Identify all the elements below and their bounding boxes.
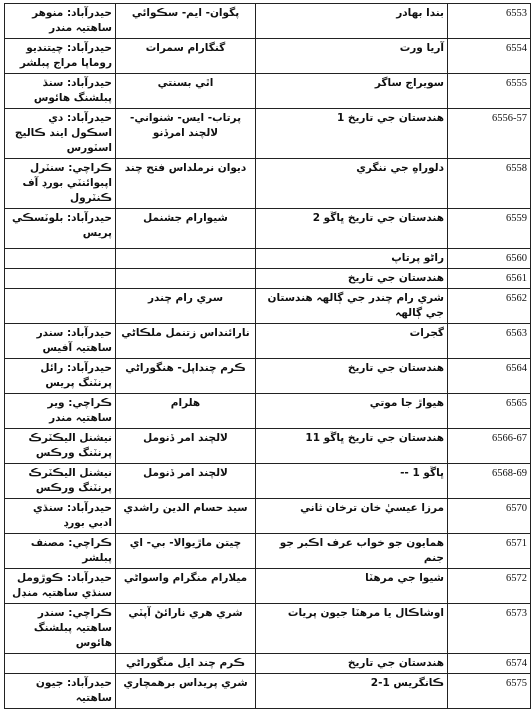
title-cell: هندستان جي تاريخ ڀاڱو 11 xyxy=(256,429,448,464)
publisher-cell: حيدرآباد: چيتنديو روماپا مراج پبلشر xyxy=(5,39,116,74)
table-row xyxy=(5,654,531,674)
entry-number-cell: 6572 xyxy=(448,569,531,604)
entry-number-cell: 6563 xyxy=(448,324,531,359)
publisher-cell: حيدرآباد: سنڌي ادبي بورڊ xyxy=(5,499,116,534)
entry-number-cell: 6553 xyxy=(448,4,531,39)
entry-number-cell: 6556-57 xyxy=(448,109,531,159)
author-cell: ڪرم چند ايل منگوراڻي xyxy=(116,654,256,674)
publisher-cell: ڪراچي: سنٽرل اپبوائنٽي بورڊ آف ڪنٽرول xyxy=(5,159,116,209)
publisher-cell xyxy=(5,249,116,269)
entry-number-cell: 6558 xyxy=(448,159,531,209)
entry-number-cell: 6570 xyxy=(448,499,531,534)
table-row xyxy=(5,249,531,269)
publisher-cell xyxy=(5,269,116,289)
title-cell: شري رام چندر جي ڳالهہ هندستان جي ڳالهہ xyxy=(256,289,448,324)
author-cell: ڪرم چنداپل- هنگوراڻي xyxy=(116,359,256,394)
publisher-cell: حيدرآباد: دي اسڪول ايند ڪاليج اسٽورس xyxy=(5,109,116,159)
table-row xyxy=(5,464,531,499)
publisher-cell: نيشنل اليڪٽرڪ پرنٽنگ ورڪس xyxy=(5,464,116,499)
table-row xyxy=(5,159,531,209)
publisher-cell: ڪراچي: مصنف پبلشر xyxy=(5,534,116,569)
publisher-cell: حيدرآباد: منوهر ساهتيہ مندر xyxy=(5,4,116,39)
table-row xyxy=(5,289,531,324)
entry-number-cell: 6566-67 xyxy=(448,429,531,464)
publisher-cell xyxy=(5,654,116,674)
table-row xyxy=(5,674,531,709)
author-cell: پرتاب- ايس- شنواني- لالچند امرڏنو xyxy=(116,109,256,159)
author-cell: نارائنداس زتنمل ملڪاڻي xyxy=(116,324,256,359)
publisher-cell: نيشنل اليڪٽرڪ پرنٽنگ ورڪس xyxy=(5,429,116,464)
title-cell: ڪانگريس 1-2 xyxy=(256,674,448,709)
table-row xyxy=(5,429,531,464)
title-cell: شيوا جي مرهٽا xyxy=(256,569,448,604)
author-cell xyxy=(116,269,256,289)
entry-number-cell: 6560 xyxy=(448,249,531,269)
title-cell: گجرات xyxy=(256,324,448,359)
author-cell: گنگارام سمرات xyxy=(116,39,256,74)
title-cell: سويراج ساگر xyxy=(256,74,448,109)
entry-number-cell: 6564 xyxy=(448,359,531,394)
author-cell: ميلارام منگرام واسواڻي xyxy=(116,569,256,604)
title-cell: راڻو پرتاپ xyxy=(256,249,448,269)
entry-number-cell: 6568-69 xyxy=(448,464,531,499)
author-cell: شري پريداس برهمچاري xyxy=(116,674,256,709)
title-cell: اوشاڪال يا مرهٽا جيون پريات xyxy=(256,604,448,654)
title-cell: هندستان جي تاريخ ڀاڱو 2 xyxy=(256,209,448,249)
table-row xyxy=(5,39,531,74)
table-row xyxy=(5,4,531,39)
table-row xyxy=(5,499,531,534)
publisher-cell: حيدرآباد: سندر ساهتيہ آفيس xyxy=(5,324,116,359)
publisher-cell: حيدرآباد: جيون ساهتيہ xyxy=(5,674,116,709)
table-row xyxy=(5,74,531,109)
publisher-cell: ڪراچي: وير ساهتيہ مندر xyxy=(5,394,116,429)
author-cell: هلرام xyxy=(116,394,256,429)
entry-number-cell: 6565 xyxy=(448,394,531,429)
catalog-body xyxy=(5,4,531,709)
entry-number-cell: 6571 xyxy=(448,534,531,569)
entry-number-cell: 6554 xyxy=(448,39,531,74)
publisher-cell: حيدرآباد: بلوٽسڪي پريس xyxy=(5,209,116,249)
author-cell xyxy=(116,249,256,269)
author-cell: اٿي بسنتي xyxy=(116,74,256,109)
author-cell: چيتن ماڙيوالا- بي- اي xyxy=(116,534,256,569)
publisher-cell: ڪراچي: سندر ساهتيہ پبلشنگ هائوس xyxy=(5,604,116,654)
catalog-table xyxy=(4,3,531,709)
table-row xyxy=(5,569,531,604)
entry-number-cell: 6555 xyxy=(448,74,531,109)
entry-number-cell: 6573 xyxy=(448,604,531,654)
title-cell: هندستان جي تاريخ 1 xyxy=(256,109,448,159)
author-cell: ديوان نرملداس فتح چند xyxy=(116,159,256,209)
title-cell: دلوراهِ جي ننگري xyxy=(256,159,448,209)
title-cell: هيواڙ جا موتي xyxy=(256,394,448,429)
table-row xyxy=(5,209,531,249)
author-cell: شيوارام جشنمل xyxy=(116,209,256,249)
table-row xyxy=(5,534,531,569)
table-row xyxy=(5,394,531,429)
title-cell: همايون جو خواب عرف اڪبر جو جنم xyxy=(256,534,448,569)
title-cell: هندستان جي تاريخ xyxy=(256,654,448,674)
title-cell: ڀاڱو 1 -- xyxy=(256,464,448,499)
author-cell: لالچند امر ڏنومل xyxy=(116,429,256,464)
title-cell: هندستان جي تاريخ xyxy=(256,269,448,289)
publisher-cell: حيدرآباد: سنڌ پبلشنگ هائوس xyxy=(5,74,116,109)
publisher-cell xyxy=(5,289,116,324)
author-cell: شري هري نارائڻ آپٽي xyxy=(116,604,256,654)
author-cell: لالچند امر ڏنومل xyxy=(116,464,256,499)
title-cell: هندستان جي تاريخ xyxy=(256,359,448,394)
entry-number-cell: 6562 xyxy=(448,289,531,324)
title-cell: بندا بهادر xyxy=(256,4,448,39)
table-row xyxy=(5,109,531,159)
publisher-cell: حيدرآباد: رائل پرنٽنگ پريس xyxy=(5,359,116,394)
table-row xyxy=(5,359,531,394)
title-cell: آريا ورت xyxy=(256,39,448,74)
entry-number-cell: 6575 xyxy=(448,674,531,709)
publisher-cell: حيدرآباد: ڪوڙومل سنڌي ساهتيہ منڊل xyxy=(5,569,116,604)
table-row xyxy=(5,269,531,289)
author-cell: پگوان- ايم- سڪوائي xyxy=(116,4,256,39)
author-cell: سيد حسام الدين راشدي xyxy=(116,499,256,534)
entry-number-cell: 6559 xyxy=(448,209,531,249)
title-cell: مرزا عيسيٰ خان ترخان ثاني xyxy=(256,499,448,534)
table-row xyxy=(5,324,531,359)
table-row xyxy=(5,604,531,654)
entry-number-cell: 6574 xyxy=(448,654,531,674)
author-cell: سري رام چندر xyxy=(116,289,256,324)
entry-number-cell: 6561 xyxy=(448,269,531,289)
